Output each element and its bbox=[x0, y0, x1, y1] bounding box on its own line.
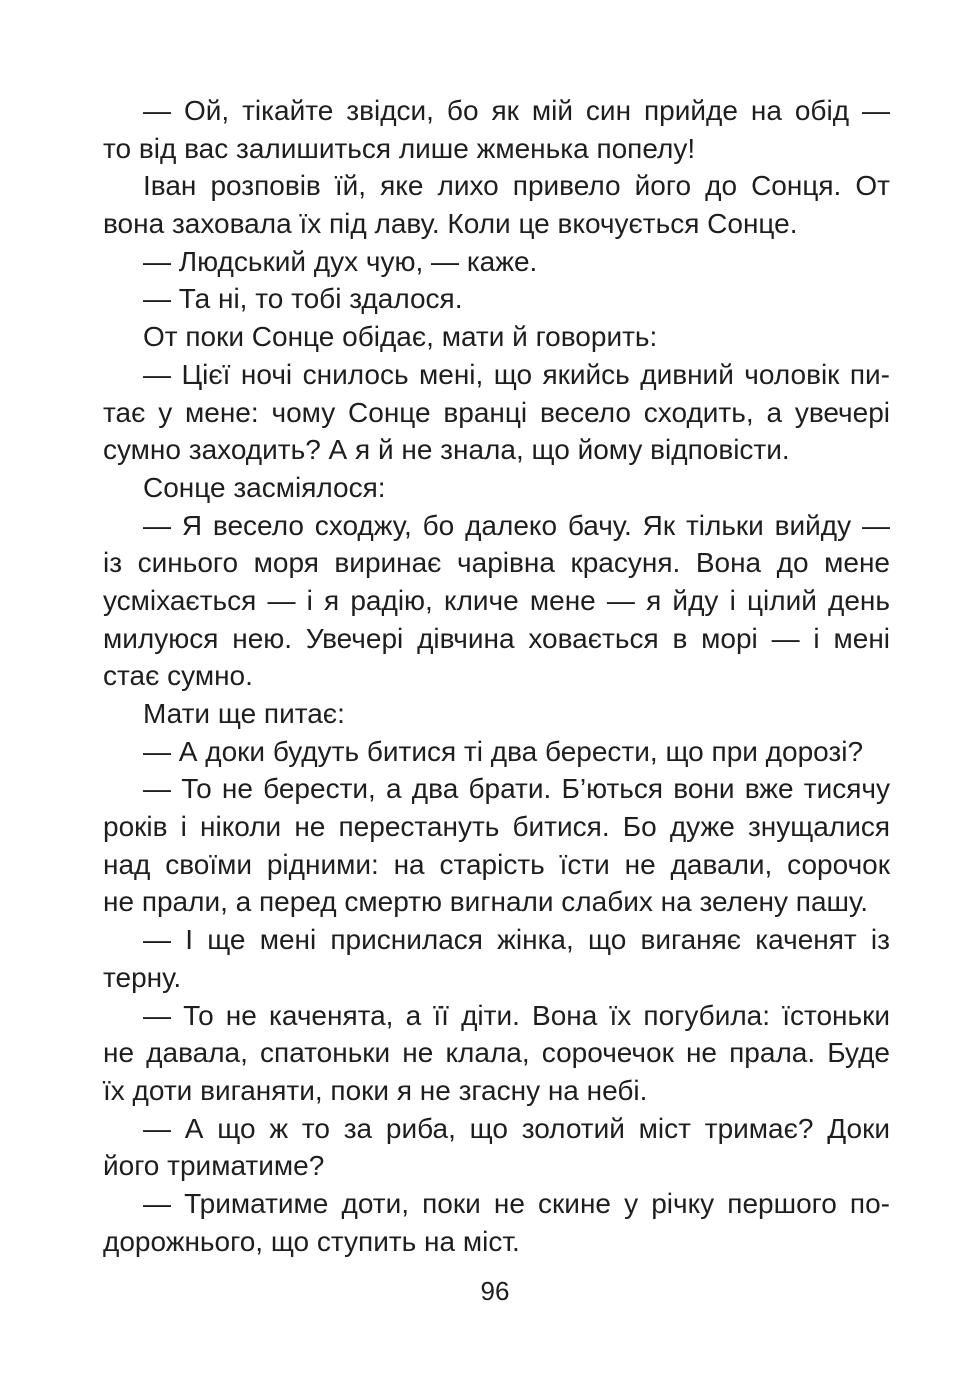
text-line: стає сумно. bbox=[103, 660, 253, 692]
text-line: усміхається — і я радію, кличе мене — я йду і цілий день bbox=[103, 584, 890, 616]
paragraph bbox=[103, 733, 890, 771]
paragraph bbox=[103, 997, 890, 1110]
text-line: милуюся нею. Увечері дівчина ховається в морі — і мені bbox=[103, 622, 890, 654]
paragraph bbox=[103, 695, 890, 733]
text-line: вона заховала їх під лаву. Коли це вкочується Сонце. bbox=[103, 208, 798, 240]
text-line: то від вас залишиться лише жменька попелу! bbox=[103, 132, 696, 164]
text-line: — Людський дух чую, — каже. bbox=[143, 245, 538, 277]
paragraph bbox=[103, 1110, 890, 1185]
paragraph bbox=[103, 318, 890, 356]
text-line: не давала, спатоньки не клала, сорочечок не прала. Буде bbox=[103, 1037, 890, 1069]
text-line: його триматиме? bbox=[103, 1150, 325, 1182]
text-line: їх доти виганяти, поки я не згасну на небі. bbox=[103, 1074, 648, 1106]
paragraph bbox=[103, 469, 890, 507]
paragraph bbox=[103, 356, 890, 469]
paragraph bbox=[103, 921, 890, 996]
text-line: — Та ні, то тобі здалося. bbox=[143, 283, 463, 315]
text-line: сумно заходить? А я й не знала, що йому відповісти. bbox=[103, 434, 790, 466]
text-line: — Я весело сходжу, бо далеко бачу. Як тільки вийду — bbox=[143, 509, 890, 541]
paragraph bbox=[103, 280, 890, 318]
text-line: не прали, а перед смертю вигнали слабих на зелену пашу. bbox=[103, 886, 868, 918]
text-line: — І ще мені приснилася жінка, що виганяє каченят із bbox=[143, 924, 890, 956]
text-line: Сонце засміялося: bbox=[143, 471, 386, 503]
text-line: — То не берести, а два брати. Б’ються вони вже тисячу bbox=[143, 773, 890, 805]
text-line: Мати ще питає: bbox=[143, 698, 345, 729]
paragraph bbox=[103, 770, 890, 921]
text-line: — Ой, тікайте звідси, бо як мій син прийде на обід — bbox=[143, 95, 890, 126]
body-text bbox=[103, 92, 890, 1260]
text-line: тає у мене: чому Сонце вранці весело сходить, а увечері bbox=[103, 396, 890, 428]
paragraph bbox=[103, 507, 890, 695]
paragraph bbox=[103, 243, 890, 281]
paragraph bbox=[103, 1185, 890, 1260]
text-line: — Цієї ночі снилось мені, що якийсь дивний чоловік пи- bbox=[143, 358, 890, 390]
text-line: років і ніколи не перестануть битися. Бо дуже знущалися bbox=[103, 811, 890, 843]
paragraph bbox=[103, 167, 890, 242]
text-line: терну. bbox=[103, 961, 182, 993]
text-line: Іван розповів їй, яке лихо привело його до Сонця. От bbox=[143, 170, 890, 202]
text-line: дорожнього, що ступить на міст. bbox=[103, 1225, 520, 1257]
text-line: — А доки будуть битися ті два берести, що при дорозі? bbox=[143, 735, 864, 767]
text-line: — То не каченята, а її діти. Вона їх погубила: їстоньки bbox=[143, 999, 890, 1031]
text-line: — А що ж то за риба, що золотий міст тримає? Доки bbox=[143, 1112, 890, 1144]
text-line: над своїми рідними: на старість їсти не давали, сорочок bbox=[103, 848, 890, 880]
page-number: 96 bbox=[480, 1276, 510, 1306]
text-line: — Триматиме доти, поки не скине у річку першого по- bbox=[143, 1187, 890, 1219]
text-line: із синього моря виринає чарівна красуня. Вона до мене bbox=[103, 547, 890, 579]
paragraph bbox=[103, 92, 890, 167]
text-line: От поки Сонце обідає, мати й говорить: bbox=[143, 321, 658, 353]
